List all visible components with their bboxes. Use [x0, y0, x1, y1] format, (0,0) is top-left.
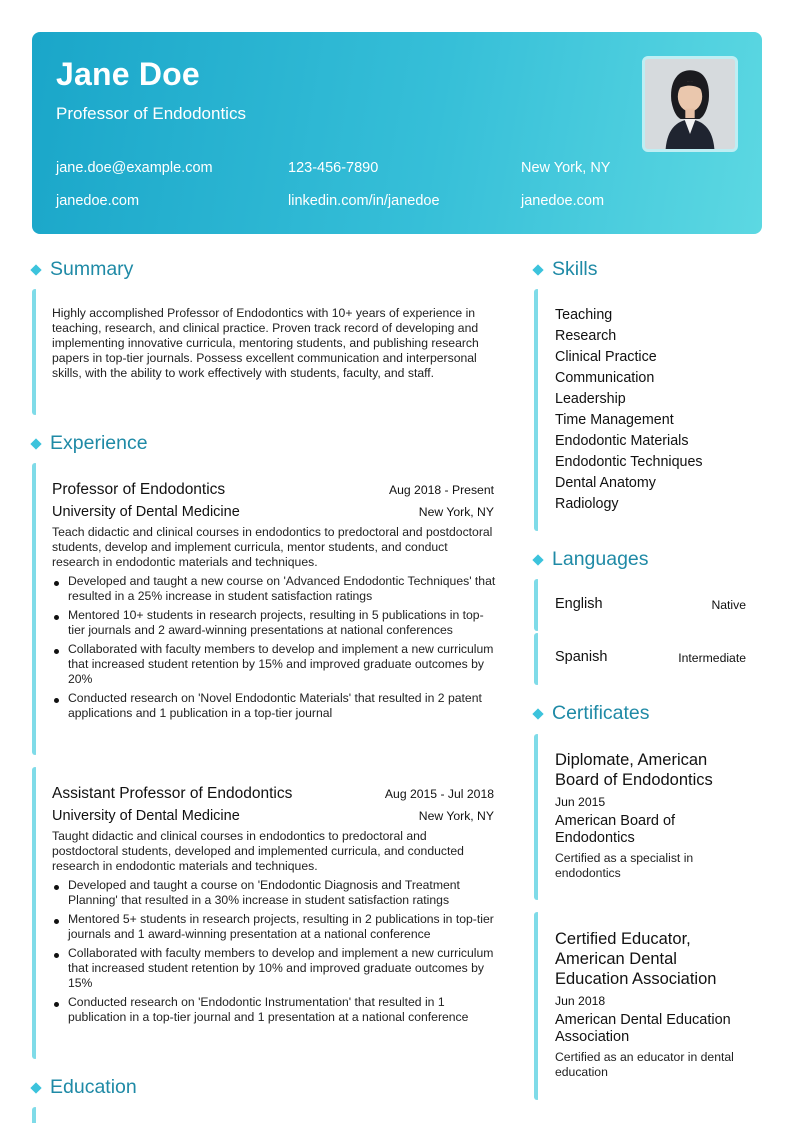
diamond-bullet-icon	[30, 264, 41, 275]
job-dates: Aug 2018 - Present	[388, 483, 494, 497]
summary-text: Highly accomplished Professor of Endodontics with 10+ years of experience in teaching, research, and clinical practice. Proven track record of developing and implementing innovative curricula, mentoring students, and publishing research papers in top-tier journals. Possess excellent communication and interpersonal skills, with the ability to work effectively with students, faculty, and staff.	[52, 306, 479, 380]
job-achievements	[52, 878, 496, 1029]
contact-location: New York, NY	[521, 160, 611, 176]
skill-item: Endodontic Techniques	[555, 454, 703, 470]
section-title: Summary	[50, 258, 134, 280]
section-heading-languages	[532, 548, 649, 571]
diamond-bullet-icon	[30, 1082, 41, 1093]
list-item: Mentored 10+ students in research projects, resulting in 5 publications in top-tier journals and 2 award-winning presentations at national conferences	[52, 608, 496, 638]
candidate-name: Jane Doe	[56, 56, 200, 92]
language-name: Spanish	[555, 649, 608, 665]
experience-accent-rule	[32, 767, 38, 1059]
job-dates: Aug 2015 - Jul 2018	[384, 787, 494, 801]
contact-phone[interactable]: 123-456-7890	[288, 160, 379, 176]
section-heading-summary	[30, 258, 133, 281]
skill-item: Endodontic Materials	[555, 433, 689, 449]
certificate-name: Certified Educator, American Dental Education Association	[555, 930, 717, 988]
skill-item: Leadership	[555, 391, 626, 407]
diamond-bullet-icon	[532, 554, 543, 565]
skill-item: Radiology	[555, 496, 619, 512]
job-location: New York, NY	[418, 505, 494, 519]
language-name: English	[555, 596, 603, 612]
skill-item: Time Management	[555, 412, 674, 428]
skills-list	[555, 305, 703, 515]
skill-item: Communication	[555, 370, 655, 386]
experience-accent-rule	[32, 463, 38, 755]
profile-photo	[642, 56, 738, 152]
section-heading-skills	[532, 258, 598, 281]
section-title: Languages	[552, 548, 649, 570]
skills-accent-rule	[534, 289, 540, 531]
list-item: Conducted research on 'Novel Endodontic Materials' that resulted in 2 patent applications and 1 publication in a top-tier journal	[52, 691, 496, 721]
diamond-bullet-icon	[532, 708, 543, 719]
diamond-bullet-icon	[30, 438, 41, 449]
list-item: Collaborated with faculty members to develop and implement a new curriculum that increased student retention by 15% and improved graduate outcomes by 20%	[52, 642, 496, 687]
certificate-organization: American Board of Endodontics	[555, 813, 676, 846]
list-item: Mentored 5+ students in research projects, resulting in 2 publications in top-tier journals and 1 award-winning presentation at a national conference	[52, 912, 496, 942]
summary-accent-rule	[32, 289, 38, 415]
certificate-date: Jun 2015	[555, 795, 606, 809]
profile-photo-image	[645, 59, 735, 149]
job-location: New York, NY	[418, 809, 494, 823]
skill-item: Research	[555, 328, 617, 344]
certificate-name: Diplomate, American Board of Endodontics	[555, 751, 713, 789]
job-achievements	[52, 574, 496, 725]
section-heading-experience	[30, 432, 148, 455]
section-title: Education	[50, 1076, 137, 1098]
job-description: Teach didactic and clinical courses in endodontics to predoctoral and postdoctoral students, develop and implement curricula, mentor students, and conduct research in endodontic materials and techniques.	[52, 525, 493, 569]
language-level: Intermediate	[678, 651, 746, 665]
section-heading-certificates	[532, 702, 650, 725]
contact-email[interactable]: jane.doe@example.com	[56, 160, 213, 176]
diamond-bullet-icon	[532, 264, 543, 275]
section-heading-education	[30, 1076, 137, 1099]
list-item: Developed and taught a course on 'Endodontic Diagnosis and Treatment Planning' that resulted in a 30% increase in student satisfaction ratings	[52, 878, 496, 908]
education-accent-rule	[32, 1107, 38, 1123]
candidate-title: Professor of Endodontics	[56, 104, 246, 123]
certificate-accent-rule	[534, 912, 540, 1100]
certificate-date: Jun 2018	[555, 994, 606, 1008]
certificate-organization: American Dental Education Association	[555, 1012, 731, 1045]
language-accent-rule	[534, 579, 540, 631]
certificate-description: Certified as an educator in dental education	[555, 1050, 734, 1079]
job-title: Professor of Endodontics	[52, 481, 226, 498]
job-title: Assistant Professor of Endodontics	[52, 785, 293, 802]
language-level: Native	[711, 598, 746, 612]
contact-website[interactable]: janedoe.com	[56, 193, 140, 209]
list-item: Conducted research on 'Endodontic Instrumentation' that resulted in 1 publication in a top-tier journal and 1 presentation at a national conference	[52, 995, 496, 1025]
language-accent-rule	[534, 633, 540, 685]
skill-item: Dental Anatomy	[555, 475, 656, 491]
skill-item: Teaching	[555, 307, 613, 323]
job-organization: University of Dental Medicine	[52, 504, 240, 520]
job-description: Taught didactic and clinical courses in endodontics to predoctoral and postdoctoral students, developed and implemented curricula, and conducted research in endodontic materials and techniques.	[52, 829, 464, 873]
resume-header	[32, 32, 762, 234]
list-item: Developed and taught a new course on 'Advanced Endodontic Techniques' that resulted in a 25% increase in student satisfaction ratings	[52, 574, 496, 604]
section-title: Experience	[50, 432, 148, 454]
certificate-description: Certified as a specialist in endodontics	[555, 851, 694, 880]
contact-website-secondary[interactable]: janedoe.com	[521, 193, 605, 209]
section-title: Skills	[552, 258, 598, 280]
job-organization: University of Dental Medicine	[52, 808, 240, 824]
contact-linkedin[interactable]: linkedin.com/in/janedoe	[288, 193, 440, 209]
section-title: Certificates	[552, 702, 650, 724]
list-item: Collaborated with faculty members to develop and implement a new curriculum that increased student retention by 10% and improved graduate outcomes by 15%	[52, 946, 496, 991]
certificate-accent-rule	[534, 734, 540, 900]
skill-item: Clinical Practice	[555, 349, 657, 365]
